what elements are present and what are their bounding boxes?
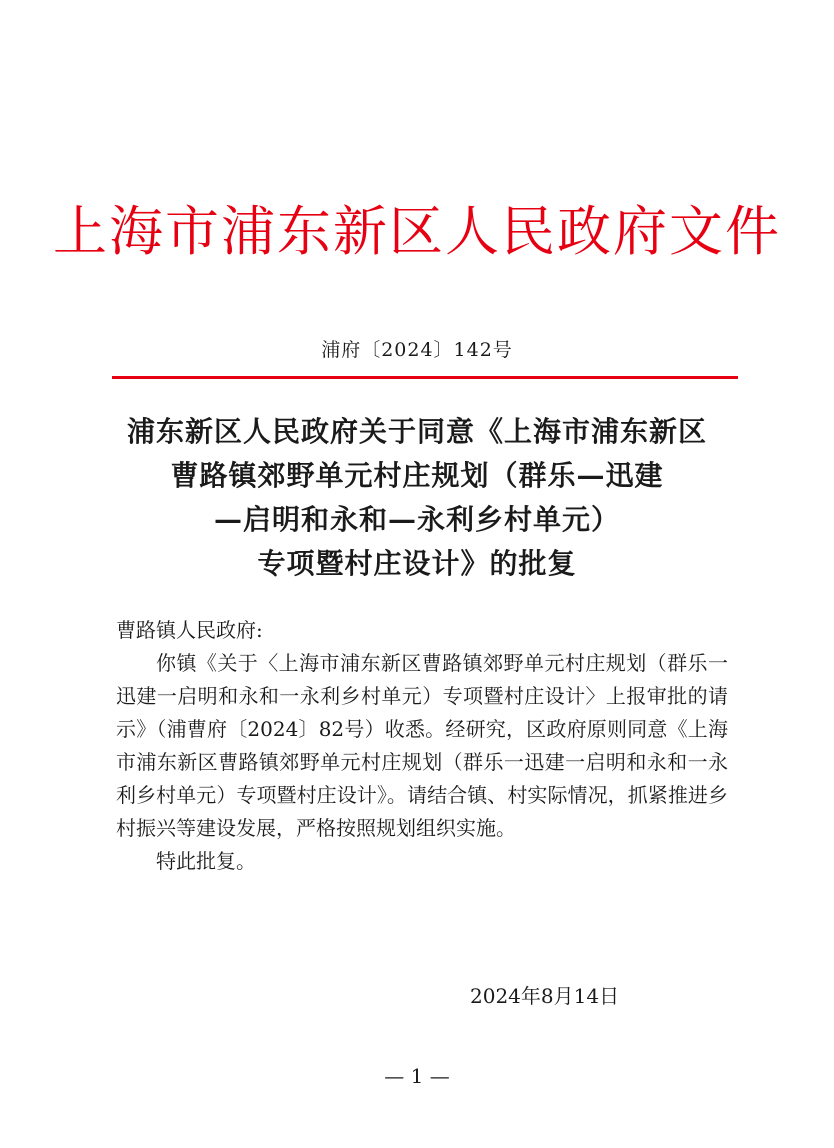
document-title — [96, 410, 738, 586]
document-number: 浦府〔2024〕142号 — [321, 339, 513, 361]
issuing-authority-header: 上海市浦东新区人民政府文件 — [53, 200, 781, 263]
red-divider-line — [112, 376, 738, 379]
title-line: 浦东新区人民政府关于同意《上海市浦东新区 — [126, 415, 707, 448]
title-line: —启明和永和—永利乡村单元） — [213, 503, 620, 536]
body-paragraph: 你镇《关于〈上海市浦东新区曹路镇郊野单元村庄规划（群乐一迅建一启明和永和一永利乡村单元）专项暨村庄设计〉上报审批的请示》（浦曹府〔2024〕82号）收悉。经研究，区政府原则同意《上海市浦东新区曹路镇郊野单元村庄规划（群乐一迅建一启明和永和一永利乡村单元）专项暨村庄设计》。请结合镇、村实际情况，抓紧推进乡村振兴等建设发展，严格按照规划组织实施。 — [116, 651, 728, 840]
issue-date: 2024年8月14日 — [470, 984, 620, 1008]
addressee: 曹路镇人民政府: — [116, 618, 263, 642]
closing-paragraph: 特此批复。 — [156, 849, 256, 873]
page-number: — 1 — — [384, 1064, 450, 1088]
title-line: 曹路镇郊野单元村庄规划（群乐—迅建 — [170, 459, 664, 492]
title-line: 专项暨村庄设计》的批复 — [257, 547, 577, 580]
document-body — [116, 614, 728, 878]
